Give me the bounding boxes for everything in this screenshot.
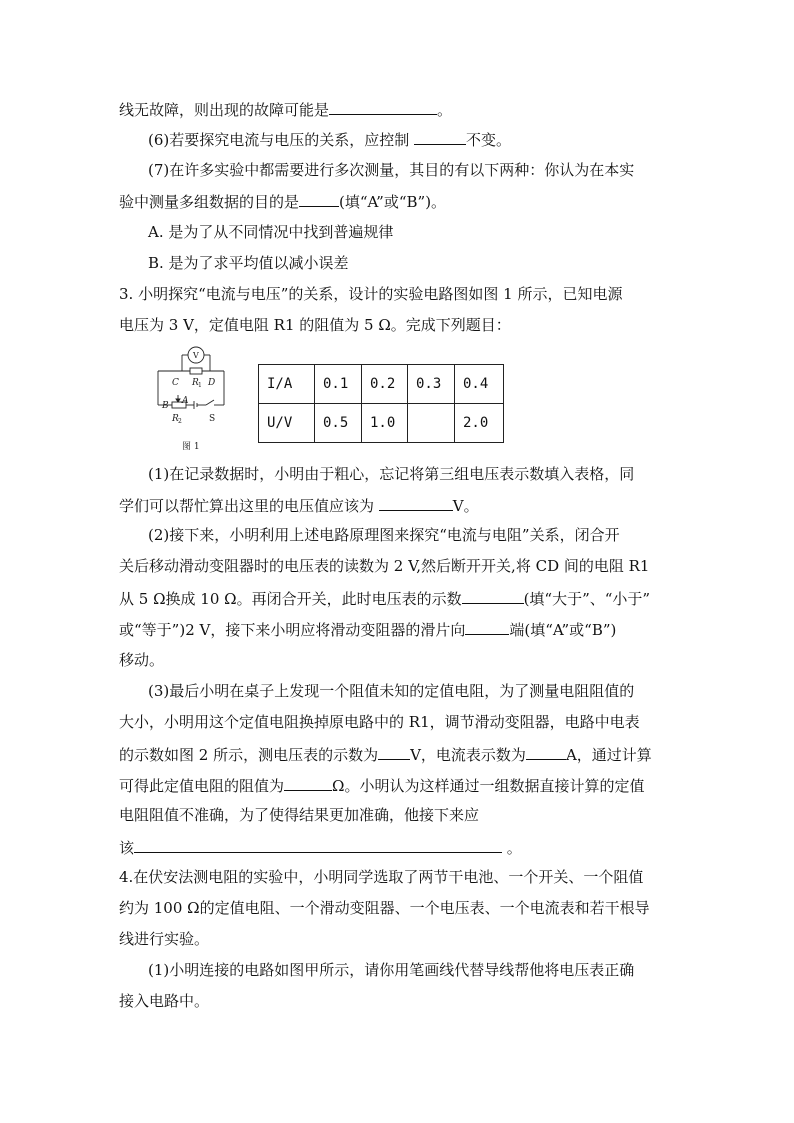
table-cell: U/V xyxy=(259,404,315,443)
table-cell: 0.5 xyxy=(315,404,362,443)
figure-caption: 图 1 xyxy=(182,442,200,452)
label-s: S xyxy=(209,414,216,424)
text-line: 大小，小明用这个定值电阻换掉原电路中的 R1，调节滑动变阻器，电路中电表 xyxy=(119,713,640,731)
table-row xyxy=(259,404,504,443)
text-line: 或“等于”)2 V，接下来小明应将滑动变阻器的滑片向 端(填“A”或“B”) xyxy=(119,618,616,640)
text-line: (7)在许多实验中都需要进行多次测量，其目的有以下两种：你认为在本实 xyxy=(148,161,635,179)
answer-blank[interactable] xyxy=(465,618,509,635)
label-c: C xyxy=(172,378,179,388)
text-line: (3)最后小明在桌子上发现一个阻值未知的定值电阻，为了测量电阻阻值的 xyxy=(148,682,635,700)
text-line: (1)在记录数据时，小明由于粗心，忘记将第三组电压表示数填入表格，同 xyxy=(148,465,635,483)
circuit-diagram-figure-1 xyxy=(152,343,232,453)
text-line: 线进行实验。 xyxy=(119,930,210,948)
table-cell: 0.2 xyxy=(362,365,408,404)
table-cell: 2.0 xyxy=(455,404,504,443)
label-a: A xyxy=(182,396,189,406)
text-line: 可得此定值电阻的阻值为 Ω。小明认为这样通过一组数据直接计算的定值 xyxy=(119,774,644,796)
label-r2: R xyxy=(172,414,179,424)
text-line: (1)小明连接的电路如图甲所示，请你用笔画线代替导线帮他将电压表正确 xyxy=(148,961,635,979)
option-b: B. 是为了求平均值以减小误差 xyxy=(148,254,349,272)
label-r1: R xyxy=(192,378,199,388)
answer-blank[interactable] xyxy=(299,190,339,207)
table-cell-empty[interactable] xyxy=(408,404,455,443)
question-3-heading: 3. 小明探究“电流与电压”的关系，设计的实验电路图如图 1 所示，已知电源 xyxy=(119,285,623,303)
text-line: 移动。 xyxy=(119,651,165,669)
table-cell: 1.0 xyxy=(362,404,408,443)
text-line: (6)若要探究电流与电压的关系，应控制 不变。 xyxy=(148,128,511,150)
table-row xyxy=(259,365,504,404)
text-line: 线无故障，则出现的故障可能是 。 xyxy=(119,98,452,120)
text-line: 电阻阻值不准确，为了使得结果更加准确，他接下来应 xyxy=(119,806,480,824)
question-4-heading: 4.在伏安法测电阻的实验中，小明同学选取了两节干电池、一个开关、一个阻值 xyxy=(119,868,644,886)
answer-blank[interactable] xyxy=(329,98,437,115)
answer-blank[interactable] xyxy=(526,743,566,760)
label-b: B xyxy=(162,401,169,411)
text-line: 关后移动滑动变阻器时的电压表的读数为 2 V,然后断开开关,将 CD 间的电阻 R1 xyxy=(119,557,650,575)
label-d: D xyxy=(208,378,216,388)
table-cell: I/A xyxy=(259,365,315,404)
text-line: 学们可以帮忙算出这里的电压值应该为 V。 xyxy=(119,494,479,516)
answer-blank[interactable] xyxy=(462,587,524,604)
option-a: A. 是为了从不同情况中找到普遍规律 xyxy=(148,223,394,241)
answer-blank[interactable] xyxy=(414,128,466,145)
text-line: 从 5 Ω换成 10 Ω。再闭合开关，此时电压表的示数 (填“大于”、“小于” xyxy=(119,587,650,609)
text-line: 验中测量多组数据的目的是 (填“A”或“B”)。 xyxy=(119,190,446,212)
data-table xyxy=(258,364,504,443)
answer-blank[interactable] xyxy=(284,774,332,791)
table-cell: 0.1 xyxy=(315,365,362,404)
text-line: 接入电路中。 xyxy=(119,992,210,1010)
answer-blank[interactable] xyxy=(379,494,453,511)
text-line: 该 。 xyxy=(119,836,522,858)
label-r2-sub: 2 xyxy=(178,418,182,425)
text-line: 约为 100 Ω的定值电阻、一个滑动变阻器、一个电压表、一个电流表和若干根导 xyxy=(119,899,650,917)
text-line: 的示数如图 2 所示，测电压表的示数为 V，电流表示数为 A，通过计算 xyxy=(119,743,652,765)
label-r1-sub: 1 xyxy=(198,382,202,389)
voltmeter-label: V xyxy=(193,351,199,360)
text-line: 电压为 3 V，定值电阻 R1 的阻值为 5 Ω。完成下列题目： xyxy=(119,316,511,334)
table-cell: 0.4 xyxy=(455,365,504,404)
answer-blank[interactable] xyxy=(378,743,410,760)
text-line: (2)接下来，小明利用上述电路原理图来探究“电流与电阻”关系，闭合开 xyxy=(148,526,620,544)
answer-blank[interactable] xyxy=(134,836,502,853)
table-cell: 0.3 xyxy=(408,365,455,404)
